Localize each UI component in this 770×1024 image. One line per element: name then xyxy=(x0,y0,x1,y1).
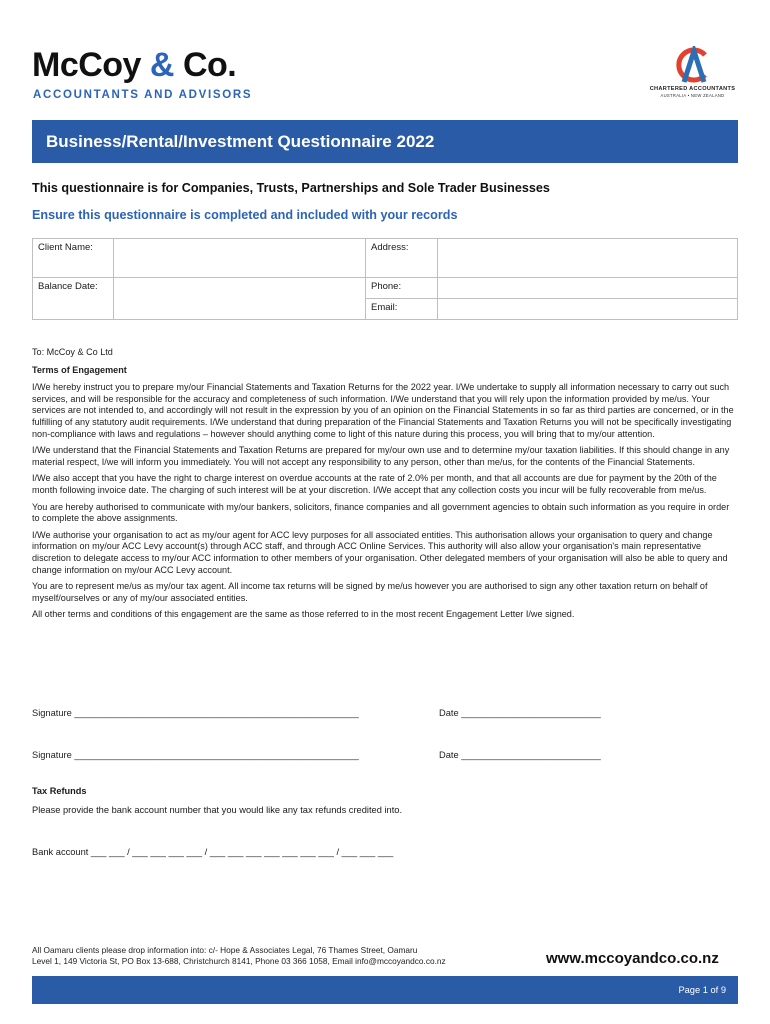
logo-co: Co. xyxy=(182,46,237,84)
page-number: Page 1 of 9 xyxy=(678,985,726,995)
terms-paragraph: All other terms and conditions of this engagement are the same as those referred to in the most recent Engagement Letter I/we signed. xyxy=(32,609,575,620)
ca-emblem-icon xyxy=(673,46,713,84)
client-name-label: Client Name: xyxy=(33,239,114,278)
intro-text: This questionnaire is for Companies, Trusts, Partnerships and Sole Trader Businesses xyxy=(32,181,550,195)
tax-refunds-heading: Tax Refunds xyxy=(32,786,87,796)
phone-label: Phone: xyxy=(366,278,438,299)
footer-line-1: All Oamaru clients please drop information into: c/- Hope & Associates Legal, 76 Thames Street, Oamaru xyxy=(32,945,418,955)
address-label: Address: xyxy=(366,239,438,278)
signature-line-2[interactable]: Signature _______________________________________________________ xyxy=(32,750,359,760)
footer-line-2: Level 1, 149 Victoria St, PO Box 13-688, Christchurch 8141, Phone 03 366 1058, Email info@mccoyandco.co.nz xyxy=(32,956,446,966)
terms-paragraph: You are hereby authorised to communicate with my/our bankers, solicitors, finance companies and all government agencies to obtain such information as you require in order to complete the above assignments. xyxy=(32,501,730,524)
title-banner: Business/Rental/Investment Questionnaire 2022 xyxy=(32,120,738,163)
addressee: To: McCoy & Co Ltd xyxy=(32,347,113,357)
logo-name: McCoy xyxy=(32,46,141,84)
ca-text-line2: AUSTRALIA • NEW ZEALAND xyxy=(660,93,725,98)
balance-date-label: Balance Date: xyxy=(33,278,114,320)
tax-refunds-text: Please provide the bank account number that you would like any tax refunds credited into. xyxy=(32,805,403,815)
terms-paragraph: You are to represent me/us as my/our tax agent. All income tax returns will be signed by me/us however you are authorised to sign any other taxation return on behalf of myself/ourselves or any of my/our associated entities. xyxy=(32,581,708,603)
logo-tagline: ACCOUNTANTS AND ADVISORS xyxy=(33,89,253,101)
footer-address xyxy=(32,945,532,967)
logo-ampersand: & xyxy=(149,46,174,84)
balance-date-field[interactable] xyxy=(114,278,366,320)
bank-account-field[interactable]: Bank account ___ ___ / ___ ___ ___ ___ / ___ ___ ___ ___ ___ ___ ___ / ___ ___ ___ xyxy=(32,847,394,857)
company-logo xyxy=(32,48,236,82)
date-line-2[interactable]: Date ___________________________ xyxy=(439,750,601,760)
chartered-accountants-logo xyxy=(640,46,745,98)
terms-paragraph: I/We authorise your organisation to act as my/our agent for ACC levy purposes for all associated entities. This authorisation allows your organisation to query and change information on my/our ACC Levy account(s) through ACC staff, and through ACC Online Services. This authority will also allow your organisation's main representative discretion to delegate access to my/our ACC information to other members of your organisation. Other delegated members of your organisation will also be able to query and change information on my/our ACC Levy account. xyxy=(32,529,728,575)
date-line-1[interactable]: Date ___________________________ xyxy=(439,708,601,718)
terms-section xyxy=(32,347,738,626)
phone-field[interactable] xyxy=(438,278,738,299)
terms-heading: Terms of Engagement xyxy=(32,364,127,375)
client-details-table xyxy=(32,238,738,320)
website-link[interactable]: www.mccoyandco.co.nz xyxy=(546,950,719,967)
address-field[interactable] xyxy=(438,239,738,278)
terms-paragraph: I/We hereby instruct you to prepare my/our Financial Statements and Taxation Returns for the 2022 year. I/We undertake to supply all information necessary to carry out such services, and will be responsible for the accuracy and completeness of such information. I/We understand that you will rely upon the information provided by me/us. Your services are not intended to, and accordingly will not result in the expression by you of an opinion on the Financial Statements in so far as third parties are concerned, or in the fulfilling of any statutory audit requirements. I/We understand that during preparation of the Financial Statements and Taxation Returns you will not be specifically investigating non-compliance with laws and regulations – however should anything come to light of this nature during this process, you will bring that to my/our attention. xyxy=(32,382,734,439)
footer-bar xyxy=(32,976,738,1004)
terms-paragraph: I/We also accept that you have the right to charge interest on overdue accounts at the rate of 2.0% per month, and that all accounts are due for payment by the 20th of the month following invoice date. The charging of such interest will be at your discretion. I/We accept that any collection costs you incur will be fully recoverable from me/us. xyxy=(32,473,717,495)
signature-line-1[interactable]: Signature _______________________________________________________ xyxy=(32,708,359,718)
email-field[interactable] xyxy=(438,299,738,320)
ensure-text: Ensure this questionnaire is completed and included with your records xyxy=(32,208,458,222)
email-label: Email: xyxy=(366,299,438,320)
client-name-field[interactable] xyxy=(114,239,366,278)
terms-paragraph: I/We understand that the Financial Statements and Taxation Returns are prepared for my/our own use and to determine my/our taxation liabilities. If this should change in any material respect, I/we will inform you immediately. You will not accept any responsibility to any person, other than me/us, for the contents of the Financial Statements. xyxy=(32,445,730,467)
ca-text-line1: CHARTERED ACCOUNTANTS xyxy=(649,86,736,92)
